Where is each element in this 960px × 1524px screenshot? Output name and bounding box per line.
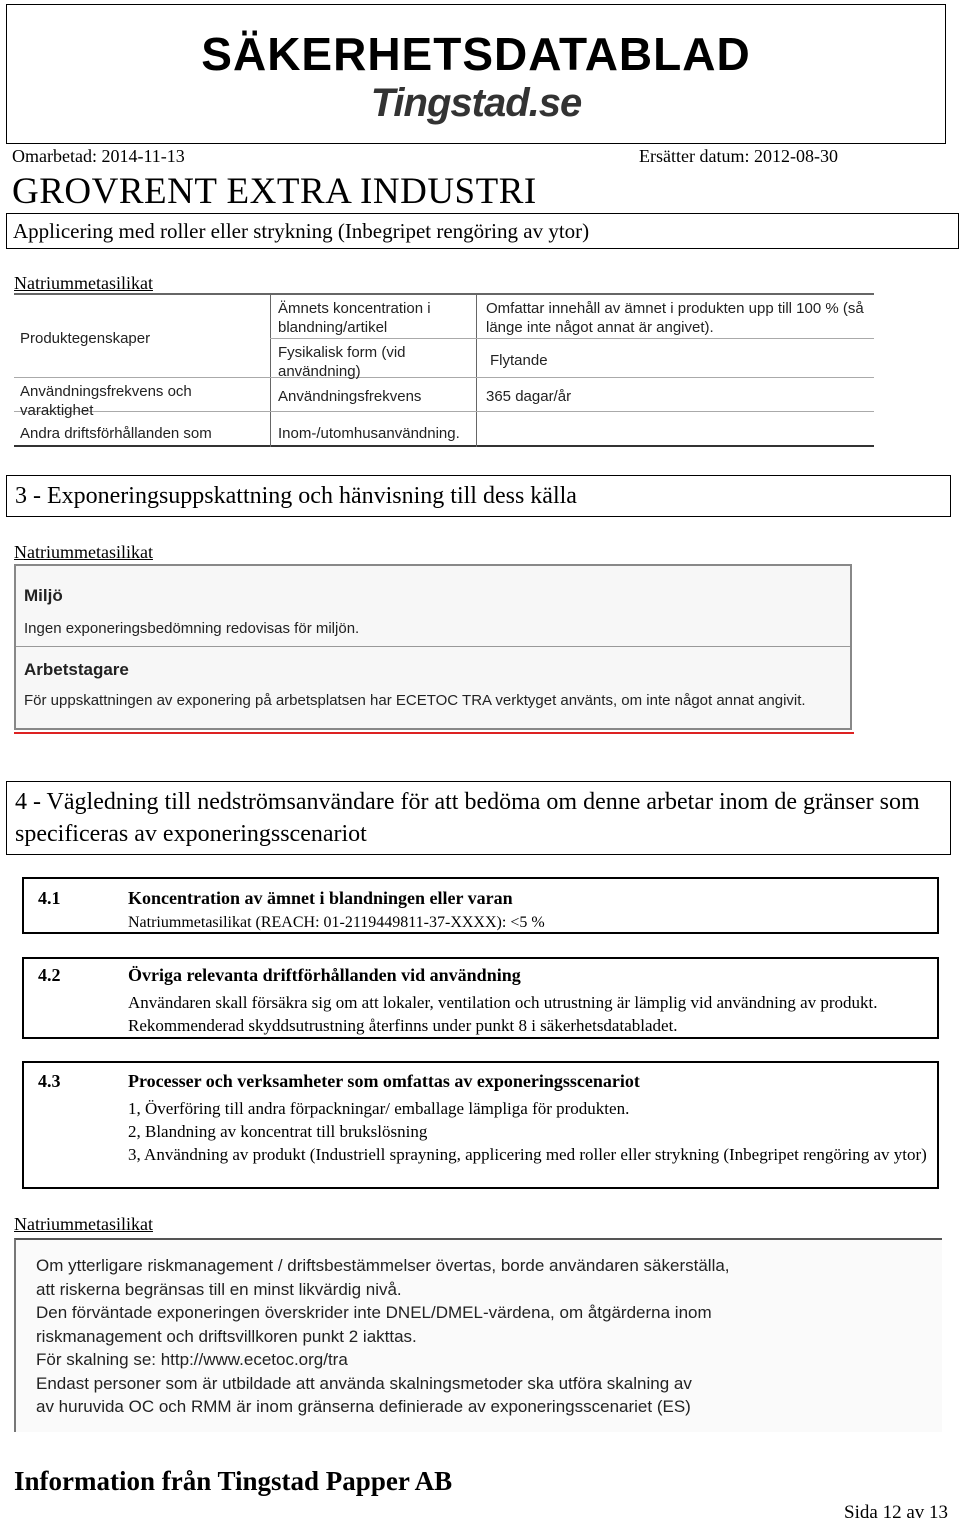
note-line: För skalning se: http://www.ecetoc.org/tra xyxy=(36,1350,348,1369)
subsection-number: 4.2 xyxy=(38,965,61,985)
page-number xyxy=(844,1502,948,1524)
section-3-heading xyxy=(6,475,951,517)
page-sep: av xyxy=(906,1502,925,1523)
substance-label: Natriummetasilikat xyxy=(14,1214,153,1234)
process-line: 1, Överföring till andra förpackningar/ emballage lämpliga för produkten. xyxy=(128,1099,630,1118)
subsection-number: 4.3 xyxy=(38,1071,61,1091)
table-cell: Flytande xyxy=(490,352,548,369)
table-cell: Användningsfrekvens och varaktighet xyxy=(20,383,192,419)
substance-label: Natriummetasilikat xyxy=(14,273,153,293)
page-total: 13 xyxy=(929,1502,948,1523)
application-box xyxy=(6,213,959,249)
note-line: Den förväntade exponeringen överskrider inte DNEL/DMEL-värdena, om åtgärderna inom xyxy=(36,1303,712,1322)
section-3-title: 3 - Exponeringsuppskattning och hänvisning till dess källa xyxy=(15,483,577,509)
red-rule xyxy=(14,732,854,734)
table-cell: Omfattar innehåll av ämnet i produkten upp till 100 % (så länge inte något annat är angivet). xyxy=(486,300,864,336)
section-4-title: 4 - Vägledning till nedströmsanvändare för att bedöma om denne arbetar inom de gränser som specificeras av exponeringsscenariot xyxy=(15,789,920,847)
table-cell: Andra driftsförhållanden som xyxy=(20,425,212,442)
env-text: Ingen exponeringsbedömning redovisas för miljön. xyxy=(24,620,360,637)
document-title: SÄKERHETSDATABLAD xyxy=(201,28,751,80)
env-heading: Miljö xyxy=(24,586,63,605)
replaces-date: Ersätter datum: 2012-08-30 xyxy=(639,146,838,166)
table-cell: Inom-/utomhusanvändning. xyxy=(278,425,460,442)
table-cell: 365 dagar/år xyxy=(486,388,572,405)
revised-date: Omarbetad: 2014-11-13 xyxy=(12,146,185,166)
table-cell: Användningsfrekvens xyxy=(278,388,422,405)
table-cell: Ämnets koncentration i blandning/artikel xyxy=(278,300,431,336)
notes-box xyxy=(14,1238,942,1432)
product-name: GROVRENT EXTRA INDUSTRI xyxy=(12,171,537,212)
note-line: av huruvida OC och RMM är inom gränserna definierade av exponeringsscenariet (ES) xyxy=(36,1397,691,1416)
note-line: Om ytterligare riskmanagement / driftsbestämmelser övertas, borde användaren säkerställa, xyxy=(36,1256,730,1275)
substance-label: Natriummetasilikat xyxy=(14,542,153,562)
process-line: 3, Användning av produkt (Industriell sprayning, applicering med roller eller strykning (Inbegripet rengöring av ytor) xyxy=(128,1145,927,1164)
exposure-box xyxy=(14,564,852,730)
note-line: Endast personer som är utbildade att använda skalningsmetoder ska utföra skalning av xyxy=(36,1373,692,1393)
table-cell: Produktegenskaper xyxy=(20,330,151,347)
subsection-4-3 xyxy=(22,1061,939,1189)
section-4-heading xyxy=(6,781,951,855)
application-text: Applicering med roller eller strykning (Inbegripet rengöring av ytor) xyxy=(13,219,590,243)
subsection-text: Användaren skall försäkra sig om att lokaler, ventilation och utrustning är lämplig vid användning av produkt. Rekommenderad skyddsutrustning återfinns under punkt 8 i säkerhetsdatabladet. xyxy=(128,993,878,1035)
subsection-title: Koncentration av ämnet i blandningen eller varan xyxy=(128,888,513,908)
page-prefix: Sida xyxy=(844,1502,878,1523)
company-logo: Tingstad.se xyxy=(370,81,582,125)
note-line: att riskerna begränsas till en minst likvärdig nivå. xyxy=(36,1279,402,1299)
subsection-text: Natriummetasilikat (REACH: 01-2119449811-37-XXXX): <5 % xyxy=(128,914,545,931)
worker-heading: Arbetstagare xyxy=(24,660,129,679)
subsection-4-2 xyxy=(22,957,939,1039)
conditions-table xyxy=(14,293,874,448)
subsection-title: Övriga relevanta driftförhållanden vid användning xyxy=(128,965,521,985)
table-cell: Fysikalisk form (vid användning) xyxy=(278,344,406,380)
note-line: riskmanagement och driftsvillkoren punkt 2 iakttas. xyxy=(36,1326,417,1346)
subsection-title: Processer och verksamheter som omfattas av exponeringsscenariot xyxy=(128,1071,640,1091)
worker-text: För uppskattningen av exponering på arbetsplatsen har ECETOC TRA verktyget använts, om inte något annat angivit. xyxy=(24,692,806,709)
process-line: 2, Blandning av koncentrat till brukslösning xyxy=(128,1122,428,1141)
header-box xyxy=(6,4,946,144)
page-current: 12 xyxy=(882,1502,902,1523)
subsection-4-1 xyxy=(22,877,939,934)
footer-title: Information från Tingstad Papper AB xyxy=(14,1466,453,1496)
subsection-number: 4.1 xyxy=(38,888,61,908)
